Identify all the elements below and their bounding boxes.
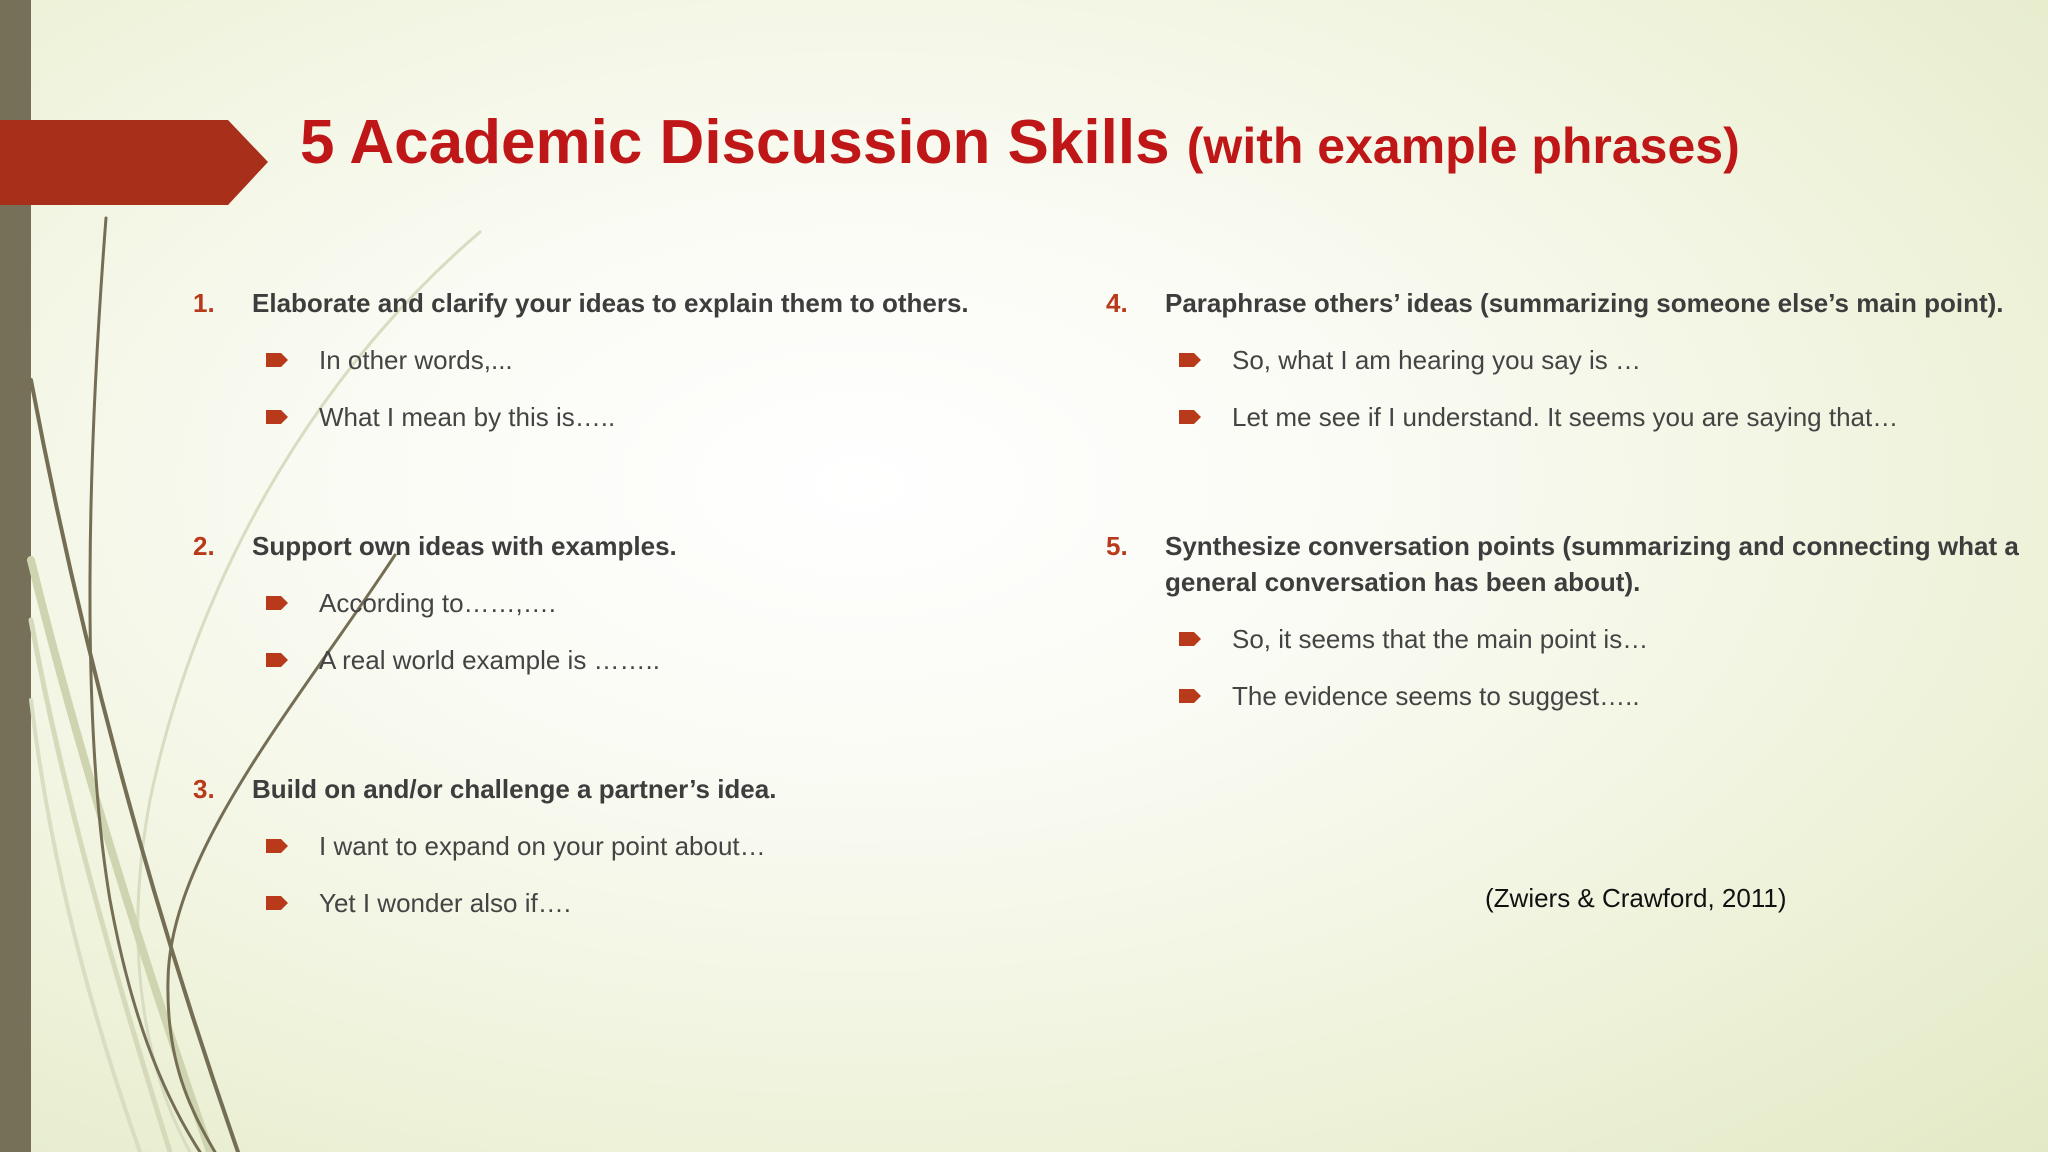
skill-heading: Build on and/or challenge a partner’s idea. <box>252 774 777 804</box>
phrase-item <box>1165 399 2026 435</box>
skill-heading: Elaborate and clarify your ideas to explain them to others. <box>252 288 969 318</box>
skill-item <box>193 285 1053 528</box>
phrase-text: The evidence seems to suggest….. <box>1232 681 1640 711</box>
skill-heading: Paraphrase others’ ideas (summarizing someone else’s main point). <box>1165 288 2004 318</box>
phrase-item <box>252 885 1053 921</box>
phrase-item <box>1165 678 2026 714</box>
arrow-bullet-icon <box>1179 632 1201 646</box>
skill-number: 1. <box>193 288 215 318</box>
phrase-text: So, what I am hearing you say is … <box>1232 345 1641 375</box>
phrase-list <box>1165 621 2026 714</box>
skill-item <box>1106 285 2026 528</box>
arrow-bullet-icon <box>266 353 288 367</box>
phrase-text: What I mean by this is….. <box>319 402 616 432</box>
arrow-bullet-icon <box>266 896 288 910</box>
arrow-bullet-icon <box>266 839 288 853</box>
phrase-text: Yet I wonder also if…. <box>319 888 571 918</box>
title-arrow-banner <box>0 120 268 205</box>
phrase-list <box>252 828 1053 921</box>
skills-left-column <box>193 285 1053 1014</box>
phrase-item <box>1165 342 2026 378</box>
phrase-item <box>252 642 1053 678</box>
skill-heading: Synthesize conversation points (summarizing and connecting what a general conversation has been about). <box>1165 531 2019 597</box>
citation: (Zwiers & Crawford, 2011) <box>1485 883 1787 913</box>
arrow-bullet-icon <box>266 653 288 667</box>
phrase-list <box>252 342 1053 435</box>
phrase-text: In other words,... <box>319 345 513 375</box>
phrase-item <box>252 342 1053 378</box>
phrase-item <box>252 828 1053 864</box>
title-subtitle: (with example phrases) <box>1186 118 1740 174</box>
arrow-bullet-icon <box>1179 689 1201 703</box>
phrase-text: A real world example is …….. <box>319 645 661 675</box>
skill-item <box>193 528 1053 771</box>
skill-heading: Support own ideas with examples. <box>252 531 677 561</box>
title-main: 5 Academic Discussion Skills <box>300 108 1170 177</box>
arrow-bullet-icon <box>1179 410 1201 424</box>
phrase-list <box>252 585 1053 678</box>
phrase-item <box>252 399 1053 435</box>
skill-number: 2. <box>193 531 215 561</box>
phrase-list <box>1165 342 2026 435</box>
skill-number: 5. <box>1106 531 1128 561</box>
skill-item <box>1106 528 2026 714</box>
skill-number: 3. <box>193 774 215 804</box>
arrow-bullet-icon <box>266 410 288 424</box>
phrase-text: According to……,…. <box>319 588 556 618</box>
phrase-item <box>252 585 1053 621</box>
skills-right-column <box>1106 285 2026 714</box>
skill-number: 4. <box>1106 288 1128 318</box>
arrow-bullet-icon <box>266 596 288 610</box>
phrase-item <box>1165 621 2026 657</box>
phrase-text: Let me see if I understand. It seems you are saying that… <box>1232 402 1899 432</box>
phrase-text: I want to expand on your point about… <box>319 831 766 861</box>
skill-item <box>193 771 1053 1014</box>
phrase-text: So, it seems that the main point is… <box>1232 624 1649 654</box>
page-title <box>300 104 1740 185</box>
arrow-bullet-icon <box>1179 353 1201 367</box>
